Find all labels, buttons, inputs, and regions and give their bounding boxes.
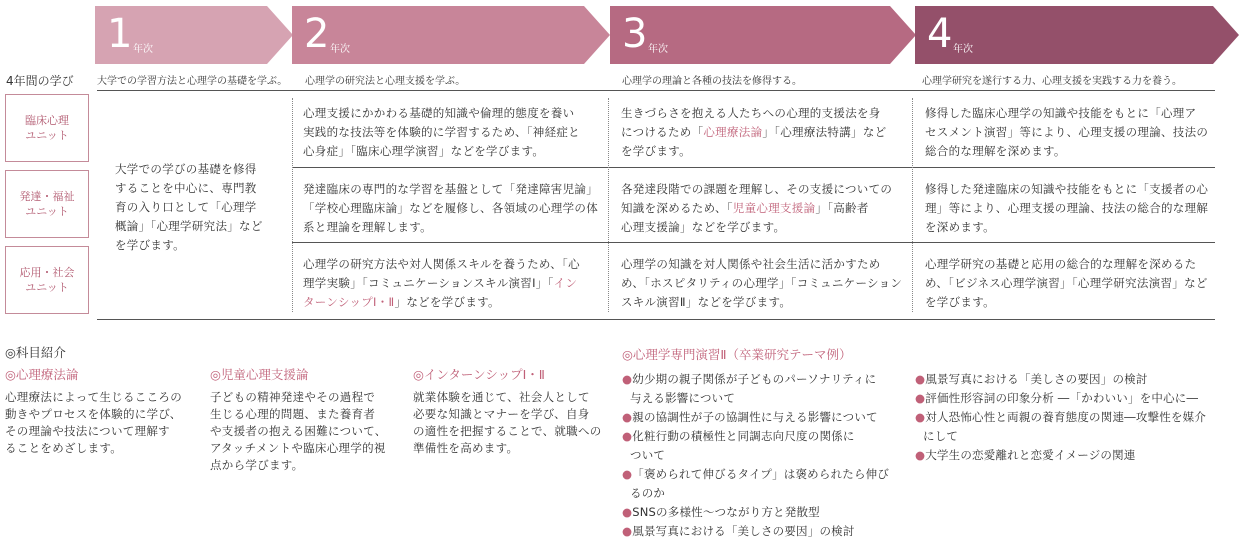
cell-line: め、「ビジネス心理学演習」「心理学研究法演習」など	[925, 276, 1208, 290]
seminar-item	[915, 408, 1235, 427]
bullet-icon: ●	[622, 524, 633, 538]
seminar-item-text: るのか	[630, 486, 666, 500]
bullet-icon: ●	[622, 467, 633, 481]
cell-line: 心理学研究の基礎と応用の総合的な理解を深めるた	[925, 257, 1197, 271]
bullet-icon: ●	[915, 372, 926, 386]
grid-row-divider-2	[292, 242, 1215, 243]
cell-line: 心理学の知識を対人関係や社会生活に活かすため	[621, 257, 881, 271]
year-4-arrow-shape	[915, 6, 1240, 64]
seminar-item	[915, 446, 1235, 465]
year-3-arrow	[610, 6, 918, 64]
cell-line: 発達臨床の専門的な学習を基盤として「発達障害児論」	[303, 182, 598, 196]
bullet-icon: ●	[915, 448, 926, 462]
highlight-jido-shinri: 児童心理支援論	[732, 201, 816, 215]
unit-clinical-line1: 臨床心理	[25, 114, 69, 127]
cell-line: 心身症」「臨床心理学演習」などを学びます。	[303, 144, 545, 158]
bullet-icon: ●	[622, 505, 633, 519]
cell-line: を深めます。	[925, 220, 995, 234]
cell-line: セスメント演習」等により、心理支援の理論、技法の	[925, 125, 1209, 139]
seminar-item-text: にして	[923, 429, 959, 443]
subject-line: の適性を把握することで、就職への	[413, 424, 602, 438]
cell-line: 理」等により、心理支援の理論、技法の総合的な理解	[925, 201, 1209, 215]
cell-line: スキル演習Ⅱ」などを学びます。	[621, 295, 792, 309]
cell-clinical-year3	[621, 104, 911, 161]
seminar-item-text: ついて	[630, 448, 666, 462]
seminar-item-text: 与える影響について	[630, 391, 736, 405]
cell-applied-year4	[925, 255, 1225, 312]
year-2-number: 2	[304, 11, 330, 57]
seminar-item-cont	[622, 484, 907, 503]
subject-line: 準備性を高めます。	[413, 441, 519, 455]
cell-line	[621, 199, 911, 218]
cell-line: め、「ホスピタリティの心理学」「コミュニケーション	[621, 276, 903, 290]
seminar-item-cont	[622, 446, 907, 465]
bullet-icon: ●	[915, 391, 926, 405]
highlight-shinri-ryoho: 心理療法論	[703, 125, 763, 139]
cell-text: 理学実験」「コミュニケーションスキル演習Ⅰ」「	[303, 276, 554, 290]
seminar-item-text: 幼少期の親子関係が子どものパーソナリティに	[632, 372, 877, 386]
bullet-icon: ●	[622, 410, 633, 424]
cell-line: を学びます。	[621, 144, 691, 158]
subject-line: 生じる心理的問題、また養育者	[210, 407, 376, 421]
cell-line: 各発達段階での課題を理解し、その支援についての	[621, 182, 893, 196]
cell-text: 知識を深めるため、「	[621, 201, 733, 215]
year-3-summary: 心理学の理論と各種の技法を修得する。	[622, 76, 802, 87]
seminar-item-text: 大学生の恋愛離れと恋愛イメージの関連	[925, 448, 1136, 462]
grid-col-divider-3	[912, 98, 913, 312]
grid-col-divider-2	[608, 98, 609, 312]
seminar-item-cont	[622, 389, 907, 408]
subject-line: 動きやプロセスを体験的に学び、	[5, 407, 182, 421]
cell-line: 系と理論を理解します。	[303, 220, 432, 234]
cell-line: 総合的な理解を深めます。	[925, 144, 1066, 158]
year-1-line: 育の入り口として「心理学	[115, 200, 257, 214]
seminar-item-text: 対人恐怖心性と両親の養育態度の関連―攻撃性を媒介	[925, 410, 1207, 424]
cell-development-year3	[621, 180, 911, 237]
cell-line: 「学校心理臨床論」などを履修し、各領域の心理学の体	[303, 201, 598, 215]
cell-line	[303, 293, 603, 312]
subject-line: 心理療法によって生じるこころの	[5, 390, 182, 404]
subject-intro-title: ◎科目紹介	[5, 345, 66, 360]
year-2-arrow	[292, 6, 612, 64]
unit-development-line1: 発達・福祉	[19, 190, 75, 203]
seminar-item-text: 風景写真における「美しさの要因」の検討	[925, 372, 1148, 386]
subject-3-body	[413, 389, 608, 457]
unit-applied-line2: ユニット	[25, 281, 69, 294]
year-4-arrow	[915, 6, 1240, 64]
seminar-item-text: 風景写真における「美しさの要因」の検討	[632, 524, 855, 538]
cell-line: 心理学の研究方法や対人関係スキルを養うため、「心	[303, 257, 580, 271]
seminar-left-list	[622, 370, 907, 541]
year-2-arrow-shape	[292, 6, 612, 64]
unit-applied-line1: 応用・社会	[19, 266, 75, 279]
subject-line: や支援者の抱える困難について、	[210, 424, 387, 438]
highlight-internship-2: ターンシップⅠ・Ⅱ	[303, 295, 395, 309]
year-1-suffix: 年次	[133, 44, 153, 55]
seminar-item-text: 「褒められて伸びるタイプ」は褒められたら伸び	[632, 467, 890, 481]
subject-line: 必要な知識とマナーを学び、自身	[413, 407, 590, 421]
unit-clinical-line2: ユニット	[25, 129, 69, 142]
seminar-item-text: 化粧行動の積極性と同調志向尺度の関係に	[632, 429, 855, 443]
seminar-title: ◎心理学専門演習Ⅱ（卒業研究テーマ例）	[622, 347, 852, 362]
year-3-suffix: 年次	[648, 44, 668, 55]
unit-clinical	[5, 94, 89, 162]
subject-line: 子どもの精神発達やその過程で	[210, 390, 376, 404]
year-3-number: 3	[622, 11, 648, 57]
subject-1-body	[5, 389, 200, 457]
cell-text: 」などを学びます。	[394, 295, 500, 309]
year-4-suffix: 年次	[953, 44, 973, 55]
seminar-item	[622, 522, 907, 541]
subject-2-title: ◎児童心理支援論	[210, 367, 309, 382]
cell-text: につけるため「	[621, 125, 704, 139]
seminar-item-text: 評価性形容詞の印象分析 ―「かわいい」を中心に―	[925, 391, 1199, 405]
year-1-arrow	[95, 6, 295, 64]
seminar-item	[915, 370, 1235, 389]
cell-line: 修得した発達臨床の知識や技能をもとに「支援者の心	[925, 182, 1209, 196]
seminar-item-text: 親の協調性が子の協調性に与える影響について	[632, 410, 878, 424]
seminar-item	[622, 427, 907, 446]
year-4-number: 4	[927, 11, 953, 57]
cell-clinical-year2	[303, 104, 603, 161]
seminar-item-text: SNSの多様性〜つながり方と発散型	[632, 505, 820, 519]
year-3-arrow-shape	[610, 6, 918, 64]
subject-line: 点から学びます。	[210, 458, 304, 472]
highlight-internship-1: イン	[553, 276, 578, 290]
seminar-right-list	[915, 370, 1235, 465]
subject-2-body	[210, 389, 405, 474]
year-1-line: 大学での学びの基礎を修得	[115, 162, 257, 176]
year-1-line: することを中心に、専門教	[115, 181, 257, 195]
cell-development-year4	[925, 180, 1225, 237]
grid-bottom-line	[97, 319, 1215, 320]
seminar-item	[622, 465, 907, 484]
cell-line: 修得した臨床心理学の知識や技能をもとに「心理ア	[925, 106, 1197, 120]
year-1-line: を学びます。	[115, 238, 185, 252]
cell-clinical-year4	[925, 104, 1225, 161]
seminar-item	[622, 408, 907, 427]
year-1-number: 1	[107, 11, 133, 57]
year-1-line: 概論」「心理学研究法」など	[115, 219, 263, 233]
cell-line: 実践的な技法等を体験的に学習するため、「神経症と	[303, 125, 580, 139]
grid-col-divider-1	[292, 98, 293, 312]
bullet-icon: ●	[622, 372, 633, 386]
subject-line: 就業体験を通じて、社会人として	[413, 390, 590, 404]
cell-line: 心理支援にかかわる基礎的知識や倫理的態度を養い	[303, 106, 575, 120]
cell-development-year2	[303, 180, 603, 237]
grid-top-line	[97, 90, 1215, 91]
cell-line: 心理支援論」などを学びます。	[621, 220, 786, 234]
cell-applied-year3	[621, 255, 911, 312]
subject-1-title: ◎心理療法論	[5, 367, 79, 382]
cell-line	[621, 123, 911, 142]
cell-line	[303, 274, 603, 293]
unit-development-line2: ユニット	[25, 205, 69, 218]
unit-applied	[5, 246, 89, 314]
year-2-summary: 心理学の研究法と心理支援を学ぶ。	[305, 76, 466, 87]
bullet-icon: ●	[915, 410, 926, 424]
cell-text: 」「心理療法特講」など	[762, 125, 887, 139]
bullet-icon: ●	[622, 429, 633, 443]
cell-line: 生きづらさを抱える人たちへの心理的支援法を身	[621, 106, 881, 120]
seminar-item	[622, 370, 907, 389]
seminar-item	[622, 503, 907, 522]
cell-line: を学びます。	[925, 295, 995, 309]
year-1-summary: 大学での学習方法と心理学の基礎を学ぶ。	[97, 76, 288, 87]
cell-text: 」「高齢者	[815, 201, 869, 215]
year-4-summary: 心理学研究を遂行する力、心理支援を実践する力を養う。	[922, 76, 1182, 87]
subject-line: その理論や技法について理解す	[5, 424, 170, 438]
cell-applied-year2	[303, 255, 603, 312]
subject-line: アタッチメントや臨床心理学的視	[210, 441, 386, 455]
subject-3-title: ◎インターンシップⅠ・Ⅱ	[413, 367, 545, 382]
year-1-description	[115, 160, 285, 255]
unit-development	[5, 170, 89, 238]
four-years-label: 4年間の学び	[6, 74, 74, 88]
subject-line: ることをめざします。	[5, 441, 123, 455]
seminar-item-cont	[915, 427, 1235, 446]
seminar-item	[915, 389, 1235, 408]
grid-row-divider-1	[292, 167, 1215, 168]
year-2-suffix: 年次	[330, 44, 350, 55]
